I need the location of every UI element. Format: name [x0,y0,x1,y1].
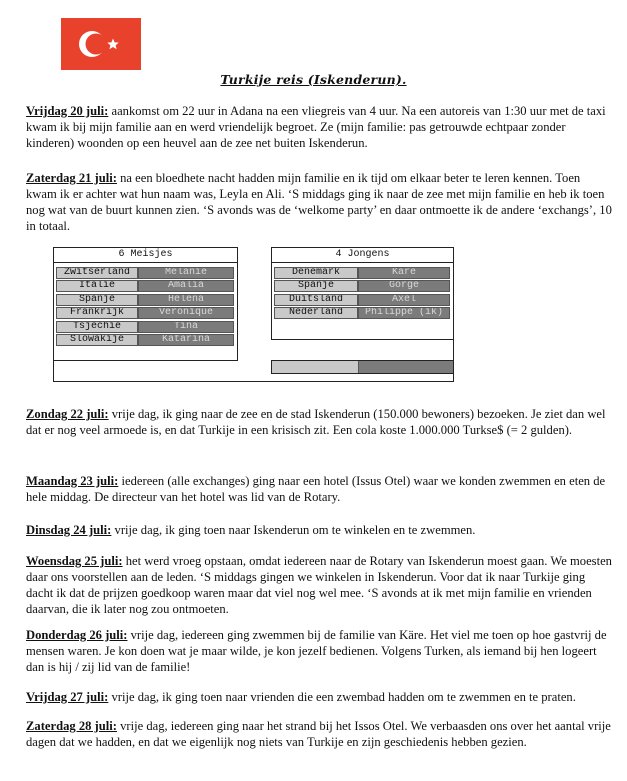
entry-text: iedereen (alle exchanges) ging naar een hotel (Issus Otel) waar we konden zwemmen en eten de hele middag. De directeur van het hotel was lid van de Rotary. [26,474,606,504]
entry-text: vrije dag, iedereen ging naar het strand bij het Issos Otel. We verbaasden ons over het aantal vrije dagen dat we hadden, en dat we eigenlijk nog niets van Turkije en zijn geschiedenis hebben gezien. [26,719,611,749]
student-name: Käre [358,267,450,279]
entry-donderdag-26-juli [26,627,614,675]
entry-text: aankomst om 22 uur in Adana na een vliegreis van 4 uur. Na een autoreis van 1:30 uur met de taxi kwam ik bij mijn familie aan en werd vriendelijk begroet. Ze (mijn familie: pas getrouwde echtpaar zonder kinderen) woonden op een heuvel aan de zee net buiten Iskenderun. [26,104,606,150]
entry-zaterdag-28-juli [26,718,614,750]
student-country: Duitsland [274,294,358,306]
student-name: Gorge [358,280,450,292]
student-name: Amalia [138,280,234,292]
entry-text: vrije dag, ik ging toen naar Iskenderun om te winkelen en te zwemmen. [111,523,476,537]
entry-zondag-22-juli [26,406,614,438]
entry-text: vrije dag, iedereen ging zwemmen bij de familie van Käre. Het viel me toen op hoe gastvrij de mensen waren. Je kon doen wat je maar wilde, je kon jezelf bedienen. Volgens Turken, als iemand bij hen logeert dan is hij / zij lid van de familie! [26,628,607,674]
student-country: Slowakije [56,334,138,346]
empty-row [271,360,454,374]
entry-date: Maandag 23 juli: [26,474,119,488]
student-name: Veronique [138,307,234,319]
student-country: Frankrijk [56,307,138,319]
entry-date: Woensdag 25 juli: [26,554,123,568]
entry-maandag-23-juli [26,473,614,505]
table-row [56,267,235,279]
entry-dinsdag-24-juli [26,522,614,538]
student-country: Tsjechië [56,321,138,333]
entry-text: na een bloedhete nacht hadden mijn familie en ik tijd om elkaar beter te leren kennen. Toen kwam ik er achter wat hun naam was, Leyla en Ali. ‘S middags ging ik naar de zee met mijn familie en heb ik toen nog wat van de buurt kunnen zien. ‘S avonds was de ‘welkome party’ en daar ontmoette ik de andere ‘exchangs’, 10 in totaal. [26,171,612,233]
entry-date: Zaterdag 21 juli: [26,171,117,185]
student-country: Denemark [274,267,358,279]
turkish-flag [61,18,141,70]
crescent-star-icon [61,18,141,70]
entry-text: vrije dag, ik ging toen naar vrienden die een zwembad hadden om te zwemmen en te praten. [108,690,576,704]
student-country: Spanje [274,280,358,292]
entry-zaterdag-21-juli [26,170,614,234]
entry-text: vrije dag, ik ging naar de zee en de stad Iskenderun (150.000 bewoners) bezoeken. Je ziet dan wel dat er nog veel armoede is, en dat Turkije in een krisisch zit. Een cola koste 1.000.000 Turkse$ (= 2 gulden). [26,407,606,437]
entry-text: het werd vroeg opstaan, omdat iedereen naar de Rotary van Iskenderun moest gaan. We moesten daar ons voorstellen aan de leden. ‘S middags gingen we winkelen in Iskenderun. Voor dat ik naar Turkije ging dacht ik dat de prijzen goedkoop waren maar dat viel nog wel mee. ‘S avonds at ik met mijn familie en vrienden daarvan, die ik later nog zou ontmoeten. [26,554,612,616]
table-row [56,334,235,346]
table-row [274,267,451,279]
entry-date: Vrijdag 20 juli: [26,104,109,118]
empty-cell [359,361,453,373]
student-name: Axel [358,294,450,306]
student-country: Zwitserland [56,267,138,279]
entry-date: Zaterdag 28 juli: [26,719,117,733]
student-name: Katarina [138,334,234,346]
entry-date: Dinsdag 24 juli: [26,523,112,537]
table-row [274,280,451,292]
entry-woensdag-25-juli [26,553,614,617]
girls-group [53,247,238,361]
student-country: Spanje [56,294,138,306]
student-country: Italië [56,280,138,292]
empty-cell [272,361,359,373]
table-row [274,294,451,306]
boys-group-title: 4 Jongens [272,248,453,263]
entry-date: Zondag 22 juli: [26,407,109,421]
table-row [56,307,235,319]
entry-vrijdag-27-juli [26,689,614,705]
student-name: Philippe (ik) [358,307,450,319]
student-name: Helena [138,294,234,306]
student-country: Nederland [274,307,358,319]
table-row [56,294,235,306]
entry-date: Vrijdag 27 juli: [26,690,109,704]
entry-date: Donderdag 26 juli: [26,628,128,642]
table-row [56,321,235,333]
table-row [56,280,235,292]
boys-group [271,247,454,340]
entry-vrijdag-20-juli [26,103,614,151]
student-name: Melanie [138,267,234,279]
table-row [274,307,451,319]
page-title: Turkije reis (Iskenderun). [220,72,407,87]
girls-group-title: 6 Meisjes [54,248,237,263]
student-name: Tina [138,321,234,333]
